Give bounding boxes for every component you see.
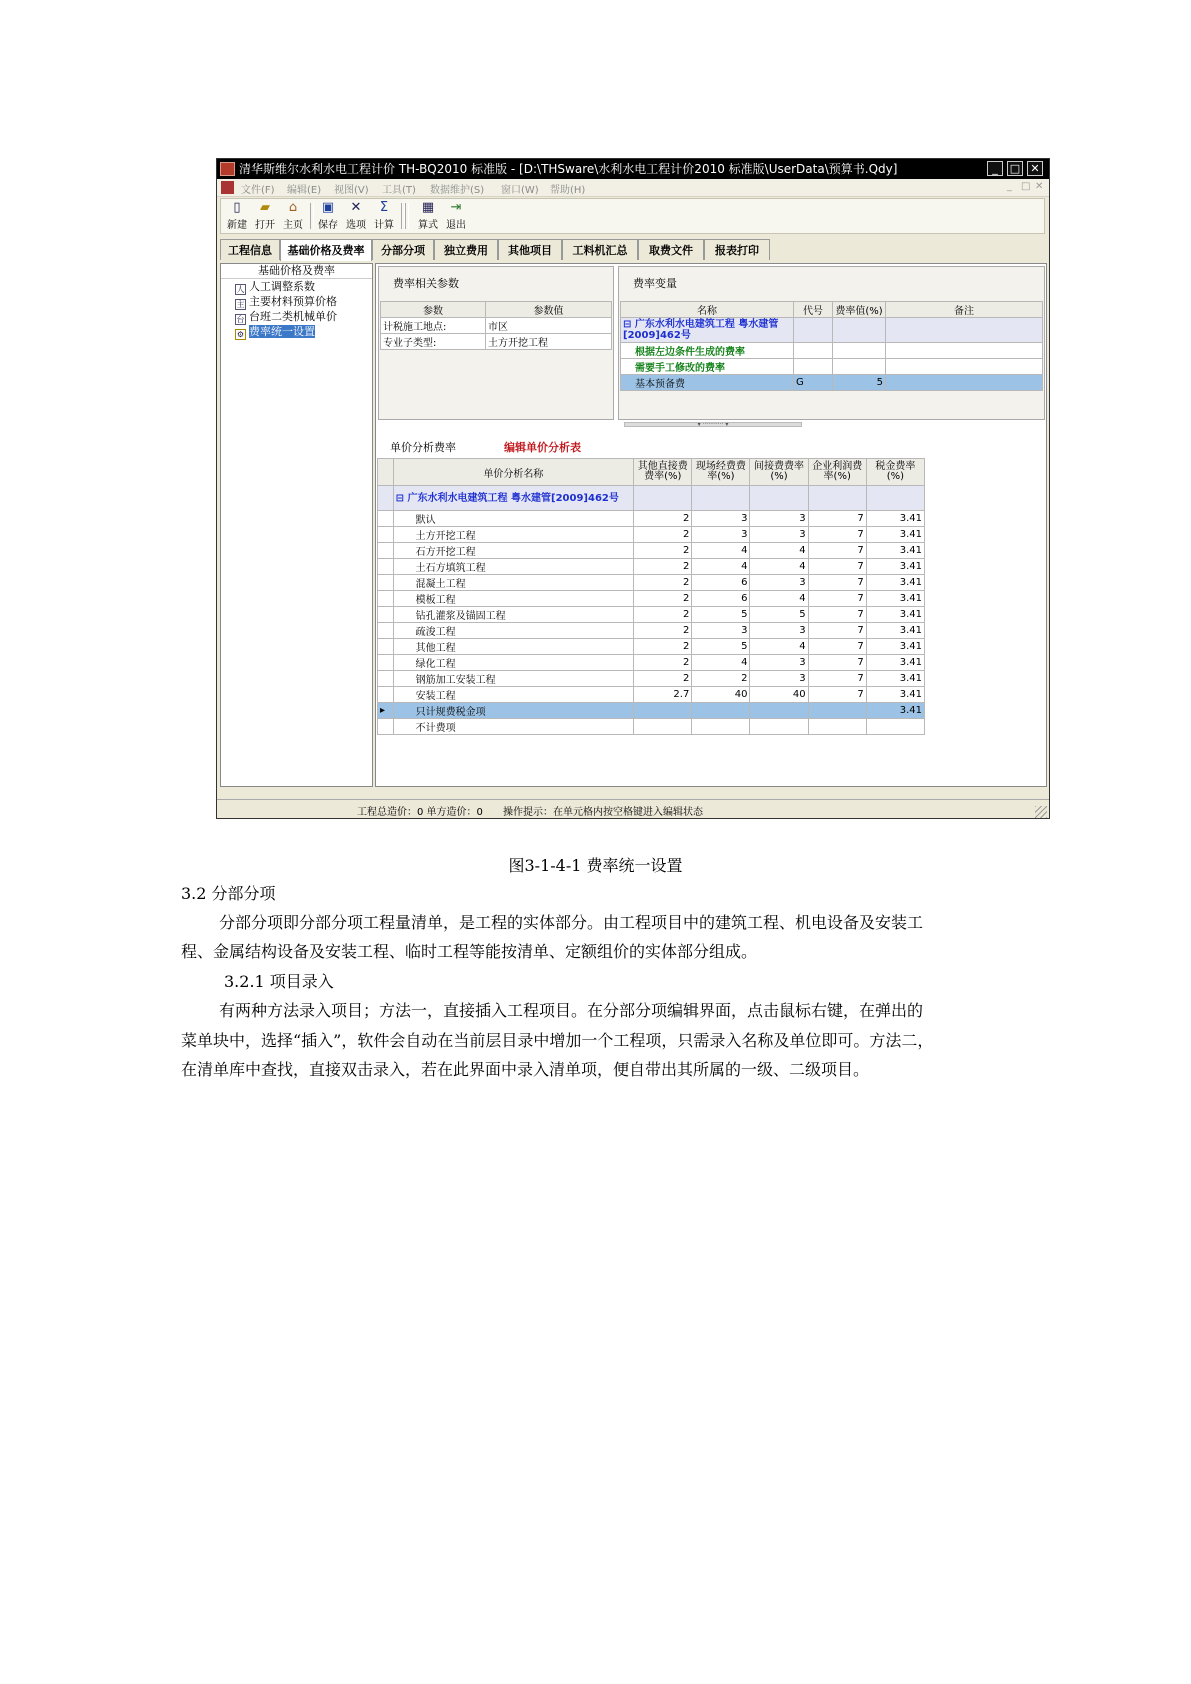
rate-cell[interactable]: 2 <box>634 671 692 687</box>
rate-cell[interactable]: 3.41 <box>866 511 924 527</box>
tab-other-items[interactable]: 其他项目 <box>498 239 562 260</box>
row-indicator <box>378 527 394 543</box>
document-icon[interactable] <box>221 181 234 194</box>
table-group-row[interactable] <box>621 318 1043 343</box>
row-indicator-header <box>378 459 394 486</box>
new-file-icon: ▯ <box>233 200 241 215</box>
rate-cell[interactable]: 6 <box>692 575 750 591</box>
sigma-icon: Σ <box>379 200 389 215</box>
col-param: 参数 <box>381 302 486 318</box>
table-row[interactable] <box>381 334 612 350</box>
row-name: 安装工程 <box>393 687 634 703</box>
sidebar-item-label: 人工调整系数 <box>249 280 315 293</box>
rate-cell[interactable]: 4 <box>692 543 750 559</box>
toolbar <box>220 198 1045 234</box>
calculator-icon: ▦ <box>421 200 435 215</box>
row-name: 不计费项 <box>393 719 634 735</box>
cell <box>886 359 1043 375</box>
splitter-handle[interactable]: ▾ ··········· ▾ <box>624 422 802 427</box>
param-value[interactable]: 土方开挖工程 <box>486 334 612 350</box>
calculate-button-label: 计算 <box>374 220 394 231</box>
var-remark[interactable] <box>886 375 1043 391</box>
row-indicator <box>378 486 394 511</box>
paragraph-line: 有两种方法录入项目；方法一，直接插入工程项目。在分部分项编辑界面，点击鼠标右键，在弹出的 <box>219 1001 924 1020</box>
cell <box>886 343 1043 359</box>
maximize-button[interactable]: □ <box>1007 161 1023 176</box>
table-row[interactable] <box>378 591 925 607</box>
col-profit: 企业利润费率(%) <box>808 459 866 486</box>
rate-cell[interactable] <box>866 719 924 735</box>
status-bar <box>217 799 1049 819</box>
table-row[interactable] <box>378 719 925 735</box>
menu-data-maintenance[interactable]: 数据维护(S) <box>430 185 485 196</box>
collapse-icon[interactable]: ⊟ <box>395 492 405 504</box>
rate-cell[interactable]: 3.41 <box>866 607 924 623</box>
save-icon: ▣ <box>321 200 335 215</box>
row-name: 绿化工程 <box>393 655 634 671</box>
sidebar-header: 基础价格及费率 <box>221 264 372 279</box>
sidebar-item-label: 台班二类机械单价 <box>249 310 337 323</box>
cell <box>866 486 924 511</box>
tab-project-info[interactable]: 工程信息 <box>220 239 280 260</box>
new-button[interactable] <box>224 201 250 231</box>
unit-price-table <box>377 458 925 735</box>
col-other-direct: 其他直接费费率(%) <box>634 459 692 486</box>
cell <box>750 486 808 511</box>
row-indicator <box>378 655 394 671</box>
rate-cell[interactable]: 3.41 <box>866 655 924 671</box>
cell <box>833 318 886 343</box>
tab-divisions[interactable]: 分部分项 <box>372 239 434 260</box>
menu-view[interactable]: 视图(V) <box>334 185 369 196</box>
row-name: 土方开挖工程 <box>393 527 634 543</box>
row-name: 其他工程 <box>393 639 634 655</box>
legend-generated-rates: 根据左边条件生成的费率 <box>621 343 794 359</box>
rate-cell[interactable]: 4 <box>692 559 750 575</box>
tools-icon: ✕ <box>350 200 362 215</box>
rate-cell[interactable] <box>750 703 808 719</box>
section-heading: 3.2 分部分项 <box>181 884 276 903</box>
fee-vars-title: 费率变量 <box>633 277 677 290</box>
table-row[interactable] <box>378 655 925 671</box>
paragraph-line: 分部分项即分部分项工程量清单，是工程的实体部分。由工程项目中的建筑工程、机电设备及安装工 <box>219 913 924 932</box>
col-remark: 备注 <box>886 302 1043 318</box>
cell <box>794 318 833 343</box>
rate-cell[interactable]: 7 <box>808 559 866 575</box>
exit-icon: ⇥ <box>450 200 462 215</box>
rate-cell[interactable]: 3 <box>692 527 750 543</box>
col-tax: 税金费率(%) <box>866 459 924 486</box>
save-button[interactable] <box>315 201 341 231</box>
minimize-button[interactable]: _ <box>987 161 1003 176</box>
menu-edit[interactable]: 编辑(E) <box>287 185 322 196</box>
table-row[interactable] <box>378 639 925 655</box>
rate-cell[interactable]: 6 <box>692 591 750 607</box>
formula-button-label: 算式 <box>418 220 438 231</box>
table-row[interactable] <box>378 527 925 543</box>
fee-params-title: 费率相关参数 <box>393 277 459 290</box>
toolbar-separator <box>405 203 409 229</box>
var-name: 基本预备费 <box>621 375 794 391</box>
sidebar-item-material-prices[interactable] <box>235 295 337 309</box>
row-name: 只计规费税金项 <box>393 703 634 719</box>
rate-cell[interactable]: 3.41 <box>866 575 924 591</box>
resize-grip-icon[interactable] <box>1035 806 1047 818</box>
row-name: 土石方填筑工程 <box>393 559 634 575</box>
calculate-button[interactable] <box>371 201 397 231</box>
menu-bar <box>217 179 1049 197</box>
rate-cell[interactable] <box>750 719 808 735</box>
menu-help[interactable]: 帮助(H) <box>550 185 586 196</box>
group-name <box>621 318 794 343</box>
row-name: 石方开挖工程 <box>393 543 634 559</box>
col-rate-value: 费率值(%) <box>833 302 886 318</box>
paragraph-line: 程、金属结构设备及安装工程、临时工程等能按清单、定额组价的实体部分组成。 <box>181 942 758 961</box>
rate-cell[interactable]: 2 <box>634 511 692 527</box>
row-name: 钢筋加工安装工程 <box>393 671 634 687</box>
menu-file[interactable]: 文件(F) <box>241 185 275 196</box>
options-button[interactable] <box>343 201 369 231</box>
cell <box>886 318 1043 343</box>
save-button-label: 保存 <box>318 220 338 231</box>
row-name: 混凝土工程 <box>393 575 634 591</box>
rate-cell[interactable]: 4 <box>750 639 808 655</box>
row-indicator <box>378 607 394 623</box>
cell <box>794 343 833 359</box>
rate-cell[interactable]: 3 <box>692 511 750 527</box>
cell <box>692 486 750 511</box>
mdi-restore-button[interactable]: □ <box>1021 181 1031 192</box>
exit-button-label: 退出 <box>446 220 466 231</box>
rate-cell[interactable]: 3.41 <box>866 639 924 655</box>
table-row[interactable] <box>378 607 925 623</box>
tab-fee-file[interactable]: 取费文件 <box>638 239 704 260</box>
formula-button[interactable] <box>415 201 441 231</box>
col-code: 代号 <box>794 302 833 318</box>
param-name: 计税施工地点: <box>381 318 486 334</box>
labor-icon: 人 <box>236 285 245 294</box>
fee-vars-panel <box>618 266 1045 420</box>
options-button-label: 选项 <box>346 220 366 231</box>
rate-cell[interactable]: 7 <box>808 639 866 655</box>
group-label: 广东水利水电建筑工程 粤水建管[2009]462号 <box>623 319 779 341</box>
figure-caption: 图3-1-4-1 费率统一设置 <box>508 856 683 875</box>
sidebar-item-fee-rate-settings[interactable] <box>235 325 315 339</box>
home-button[interactable] <box>280 201 306 231</box>
close-button[interactable]: ✕ <box>1027 161 1043 176</box>
rate-cell[interactable]: 3 <box>692 623 750 639</box>
tab-independent-fees[interactable]: 独立费用 <box>434 239 498 260</box>
rate-cell[interactable]: 7 <box>808 591 866 607</box>
home-icon: ⌂ <box>288 200 298 215</box>
unit-price-title: 单价分析费率 <box>390 441 456 454</box>
home-button-label: 主页 <box>283 220 303 231</box>
rate-cell[interactable]: 3.41 <box>866 527 924 543</box>
var-value[interactable]: 5 <box>833 375 886 391</box>
var-code[interactable]: G <box>794 375 833 391</box>
cell <box>634 486 692 511</box>
cell <box>833 343 886 359</box>
rate-cell[interactable]: 4 <box>750 543 808 559</box>
rate-cell[interactable]: 3 <box>750 527 808 543</box>
paragraph-line: 在清单库中查找，直接双击录入，若在此界面中录入清单项，便自带出其所属的一级、二级项目。 <box>181 1060 870 1079</box>
rate-cell[interactable]: 3.41 <box>866 559 924 575</box>
sidebar-item-label: 费率统一设置 <box>249 325 315 338</box>
rate-cell[interactable] <box>808 703 866 719</box>
table-row[interactable] <box>378 543 925 559</box>
table-row[interactable] <box>378 575 925 591</box>
table-row[interactable] <box>378 511 925 527</box>
rate-cell[interactable] <box>634 703 692 719</box>
fee-vars-table <box>620 301 1043 391</box>
table-row-selected[interactable] <box>621 375 1043 391</box>
table-group-row[interactable] <box>378 486 925 511</box>
rate-cell[interactable]: 3 <box>750 623 808 639</box>
row-indicator <box>378 671 394 687</box>
rate-cell[interactable]: 2 <box>634 623 692 639</box>
row-indicator <box>378 575 394 591</box>
window-title: 清华斯维尔水利水电工程计价 TH-BQ2010 标准版 - [D:\THSware\水利水电工程计价2010 标准版\UserData\预算书.Qdy] <box>239 162 898 176</box>
rate-cell[interactable]: 7 <box>808 527 866 543</box>
param-name: 专业子类型: <box>381 334 486 350</box>
rate-cell[interactable]: 2 <box>692 671 750 687</box>
rate-cell[interactable]: 2 <box>634 527 692 543</box>
row-name: 钻孔灌浆及锚固工程 <box>393 607 634 623</box>
row-indicator <box>378 511 394 527</box>
open-button[interactable] <box>252 201 278 231</box>
rate-cell[interactable]: 2 <box>634 607 692 623</box>
table-row[interactable] <box>378 687 925 703</box>
table-row[interactable] <box>378 623 925 639</box>
rate-cell[interactable]: 7 <box>808 655 866 671</box>
rate-cell[interactable]: 5 <box>692 639 750 655</box>
app-window-screenshot <box>216 158 1050 819</box>
rate-cell[interactable]: 40 <box>692 687 750 703</box>
rate-cell[interactable]: 4 <box>692 655 750 671</box>
rate-cell[interactable] <box>634 719 692 735</box>
rate-cell[interactable]: 3.41 <box>866 591 924 607</box>
row-indicator <box>378 719 394 735</box>
settings-icon: ⚙ <box>236 330 245 339</box>
edit-unit-price-link[interactable]: 编辑单价分析表 <box>504 441 581 454</box>
table-row[interactable] <box>378 559 925 575</box>
rate-cell[interactable]: 2.7 <box>634 687 692 703</box>
collapse-icon[interactable]: ⊟ <box>623 319 632 330</box>
table-row[interactable] <box>381 318 612 334</box>
paragraph-line: 菜单块中，选择“插入”，软件会自动在当前层目录中增加一个工程项，只需录入名称及单位即可。方法二， <box>181 1031 934 1050</box>
rate-cell[interactable]: 2 <box>634 655 692 671</box>
mdi-minimize-button[interactable]: _ <box>1007 181 1012 192</box>
toolbar-separator <box>310 203 314 229</box>
sidebar-item-label: 主要材料预算价格 <box>249 295 337 308</box>
rate-cell[interactable]: 3.41 <box>866 543 924 559</box>
sidebar-item-machine-prices[interactable] <box>235 310 337 324</box>
mdi-close-button[interactable]: ✕ <box>1035 181 1044 192</box>
rate-cell[interactable]: 5 <box>692 607 750 623</box>
exit-button[interactable] <box>443 201 469 231</box>
rate-cell[interactable]: 2 <box>634 639 692 655</box>
rate-cell[interactable]: 2 <box>634 559 692 575</box>
unit-price-rows <box>378 511 925 735</box>
table-row[interactable] <box>378 703 925 719</box>
main-panel <box>375 263 1047 787</box>
cell <box>833 359 886 375</box>
col-indirect: 间接费费率(%) <box>750 459 808 486</box>
rate-cell[interactable]: 2 <box>634 591 692 607</box>
row-name: 默认 <box>393 511 634 527</box>
tab-materials-summary[interactable]: 工料机汇总 <box>562 239 638 260</box>
open-button-label: 打开 <box>255 220 275 231</box>
col-unit-price-name: 单价分析名称 <box>393 459 634 486</box>
rate-cell[interactable]: 3.41 <box>866 687 924 703</box>
col-site-fee: 现场经费费率(%) <box>692 459 750 486</box>
fee-params-table <box>380 301 612 350</box>
rate-cell[interactable]: 3 <box>750 671 808 687</box>
rate-cell[interactable]: 7 <box>808 671 866 687</box>
rate-cell[interactable]: 3 <box>750 575 808 591</box>
sidebar-item-labor-coefficient[interactable] <box>235 280 315 294</box>
status-total-cost: 工程总造价：0 单方造价：0 <box>357 807 483 818</box>
rate-cell[interactable]: 3.41 <box>866 623 924 639</box>
row-indicator: ▸ <box>378 703 394 719</box>
table-row[interactable] <box>378 671 925 687</box>
row-indicator <box>378 639 394 655</box>
cell <box>794 359 833 375</box>
row-indicator <box>378 559 394 575</box>
group-name <box>393 486 634 511</box>
app-logo-icon <box>220 162 235 176</box>
cell <box>808 486 866 511</box>
status-hint: 操作提示：在单元格内按空格键进入编辑状态 <box>503 807 703 818</box>
table-row[interactable] <box>621 359 1043 375</box>
row-indicator <box>378 623 394 639</box>
subsection-heading: 3.2.1 项目录入 <box>224 972 334 991</box>
rate-cell[interactable]: 7 <box>808 511 866 527</box>
rate-cell[interactable]: 5 <box>750 607 808 623</box>
new-button-label: 新建 <box>227 220 247 231</box>
row-name: 模板工程 <box>393 591 634 607</box>
tab-base-price-rates[interactable]: 基础价格及费率 <box>280 239 372 261</box>
rate-cell[interactable]: 7 <box>808 623 866 639</box>
rate-cell[interactable]: 40 <box>750 687 808 703</box>
menu-tools[interactable]: 工具(T) <box>382 185 416 196</box>
title-bar <box>217 159 1049 179</box>
rate-cell[interactable]: 7 <box>808 607 866 623</box>
rate-cell[interactable]: 4 <box>750 591 808 607</box>
tab-report-print[interactable]: 报表打印 <box>704 239 770 260</box>
row-indicator <box>378 687 394 703</box>
rate-cell[interactable] <box>808 719 866 735</box>
rate-cell[interactable]: 4 <box>750 559 808 575</box>
row-name: 疏浚工程 <box>393 623 634 639</box>
rate-cell[interactable]: 3.41 <box>866 703 924 719</box>
rate-cell[interactable]: 7 <box>808 543 866 559</box>
menu-window[interactable]: 窗口(W) <box>501 185 539 196</box>
rate-cell[interactable]: 2 <box>634 575 692 591</box>
rate-cell[interactable]: 3 <box>750 655 808 671</box>
table-row[interactable] <box>621 343 1043 359</box>
legend-manual-rates: 需要手工修改的费率 <box>621 359 794 375</box>
rate-cell[interactable]: 2 <box>634 543 692 559</box>
row-indicator <box>378 591 394 607</box>
rate-cell[interactable] <box>692 719 750 735</box>
rate-cell[interactable]: 3.41 <box>866 671 924 687</box>
group-label: 广东水利水电建筑工程 粤水建管[2009]462号 <box>407 492 619 504</box>
rate-cell[interactable]: 7 <box>808 687 866 703</box>
open-folder-icon: ▰ <box>260 200 270 215</box>
row-indicator <box>378 543 394 559</box>
rate-cell[interactable]: 7 <box>808 575 866 591</box>
machine-icon: 台 <box>236 315 245 324</box>
fee-params-panel <box>378 266 614 420</box>
col-param-value: 参数值 <box>486 302 612 318</box>
param-value[interactable]: 市区 <box>486 318 612 334</box>
rate-cell[interactable]: 3 <box>750 511 808 527</box>
col-name: 名称 <box>621 302 794 318</box>
sidebar-tree <box>220 263 373 787</box>
rate-cell[interactable] <box>692 703 750 719</box>
material-icon: 主 <box>236 300 245 309</box>
